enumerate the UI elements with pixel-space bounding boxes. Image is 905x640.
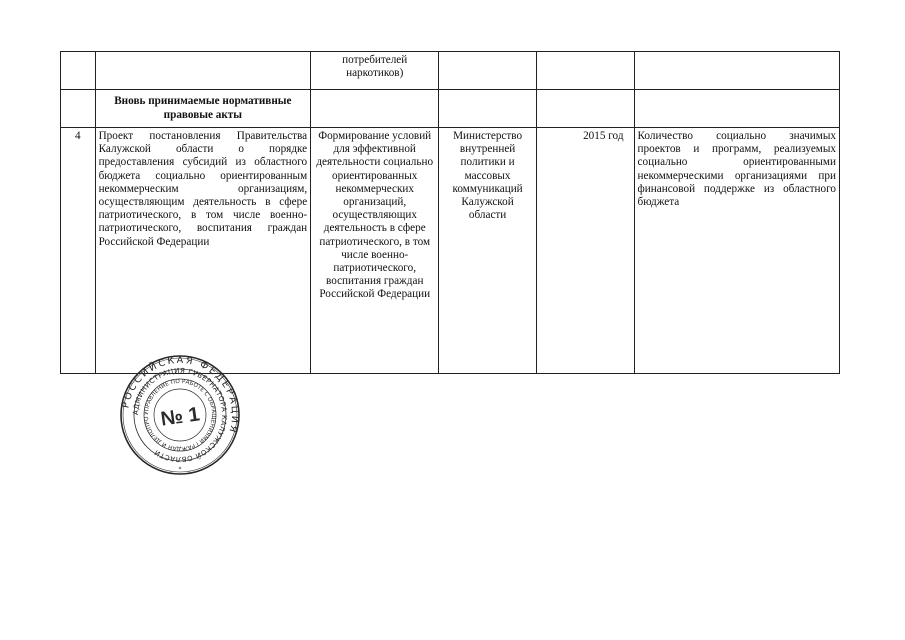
section-header: Вновь принимаемые нормативные правовые акты	[95, 90, 311, 128]
cell-result: Количество социально значимых проектов и программ, реализуемых социально ориентированными некоммерческими организациями при финансовой поддержке из областного бюджета	[634, 128, 839, 374]
cell-goal: Формирование условий для эффективной деятельности социально ориентированных некоммерческих организаций, осуществляющих деятельность в сфере патриотического, в том числе военно-патриотического, воспитания граждан Российской Федерации	[311, 128, 439, 374]
table-row	[61, 52, 840, 90]
cell-executor: Министерство внутренней политики и массовых коммуникаций Калужской области	[439, 128, 537, 374]
cell-result	[634, 52, 839, 90]
cell-number	[61, 52, 96, 90]
svg-text:*: *	[178, 466, 182, 473]
cell-deadline	[536, 52, 634, 90]
cell-goal: потребителей наркотиков)	[311, 52, 439, 90]
svg-text:УПРАВЛЕНИЕ ПО РАБОТЕ С ОБРАЩЕН: УПРАВЛЕНИЕ ПО РАБОТЕ С ОБРАЩЕНИЯМИ ГРАЖДАН И ДЕЛОПРО	[143, 378, 217, 452]
cell-executor	[439, 52, 537, 90]
svg-text:РОССИЙСКАЯ ФЕДЕРАЦИЯ: РОССИЙСКАЯ ФЕДЕРАЦИЯ	[120, 354, 241, 436]
measures-table	[60, 51, 840, 374]
cell-deadline: 2015 год	[536, 128, 634, 374]
cell-title: Проект постановления Правительства Калужской области о порядке предоставления субсидий из областного бюджета социально ориентированным некоммерческим организациям, осуществляющим деятельность в сфере патриотического, в том числе военно-патриотического, воспитания граждан Российской Федерации	[95, 128, 311, 374]
svg-text:№ 1: № 1	[159, 403, 202, 431]
stamp-seal-icon	[119, 354, 241, 476]
cell-number: 4	[61, 128, 96, 374]
official-stamp	[119, 354, 241, 476]
svg-text:АДМИНИСТРАЦИЯ ГУБЕРНАТОРА КАЛУ: АДМИНИСТРАЦИЯ ГУБЕРНАТОРА КАЛУЖСКОЙ ОБЛАСТИ	[131, 366, 229, 464]
cell-title	[95, 52, 311, 90]
table-row	[61, 128, 840, 374]
section-header-row	[61, 90, 840, 128]
